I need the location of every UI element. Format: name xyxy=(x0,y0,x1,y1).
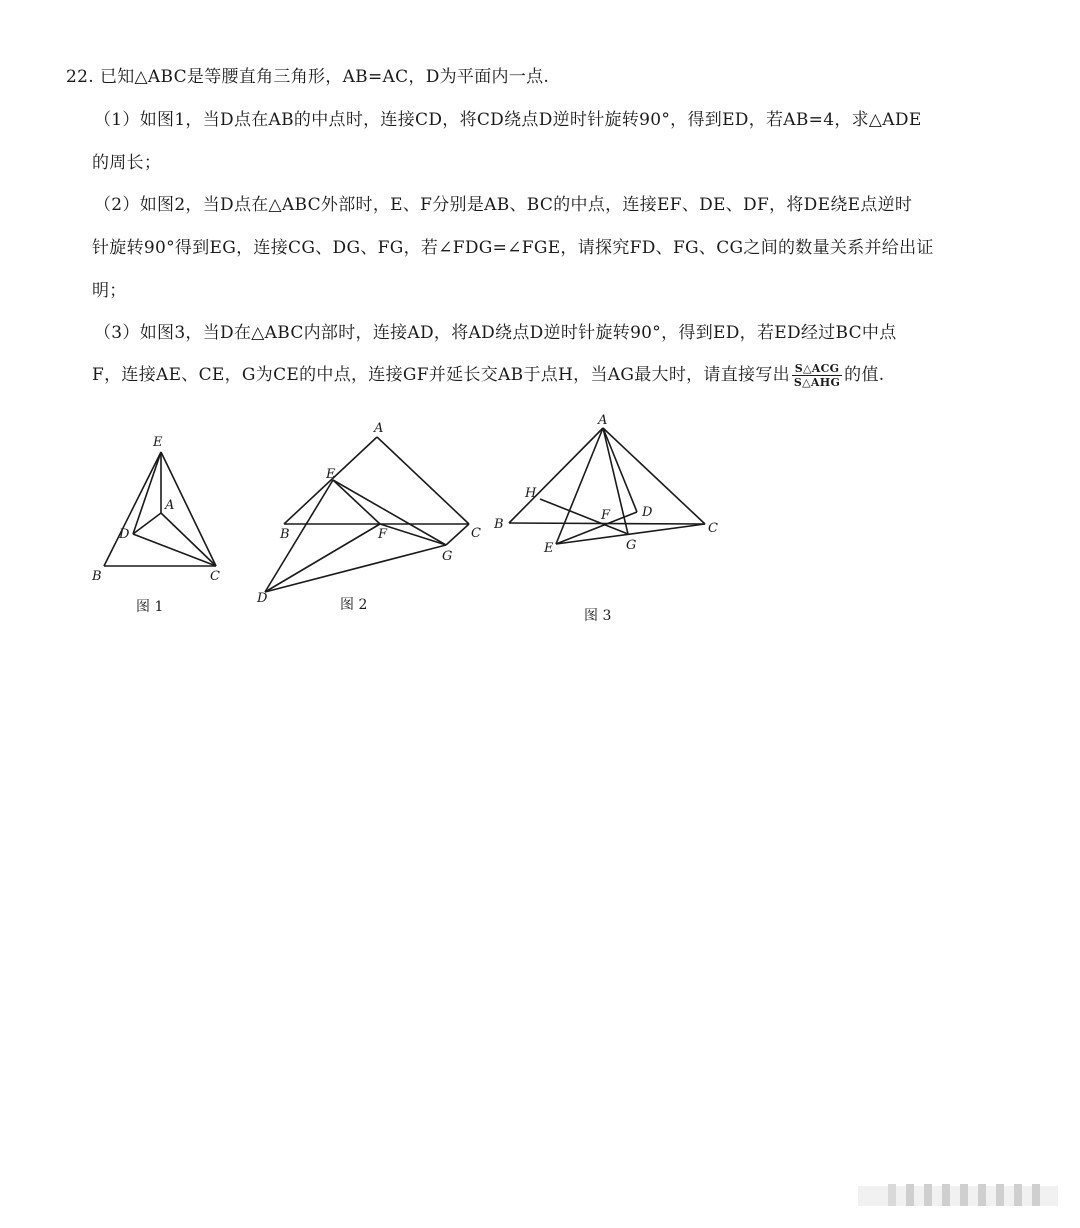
figure-3 xyxy=(493,413,718,624)
fig3-caption: 图 3 xyxy=(584,608,612,624)
fig3-label-G: G xyxy=(626,538,637,553)
fig2-seg-EG xyxy=(333,480,446,545)
fig3-label-A: A xyxy=(598,413,608,428)
fig3-seg-AC xyxy=(603,428,705,524)
fig3-label-F: F xyxy=(601,508,611,523)
part2-line2: 针旋转90°得到EG，连接CG、DG、FG，若∠FDG=∠FGE，请探究FD、FG、CG之间的数量关系并给出证 xyxy=(92,238,934,258)
part3-line2-text: F，连接AE、CE，G为CE的中点，连接GF并延长交AB于点H，当AG最大时，请直接写出 xyxy=(92,365,790,385)
part2-line1: （2）如图2，当D点在△ABC外部时，E、F分别是AB、BC的中点，连接EF、DE、DF，将DE绕E点逆时 xyxy=(94,195,913,215)
fig3-label-D: D xyxy=(642,505,653,520)
figure-2 xyxy=(256,421,481,613)
fig2-seg-CG xyxy=(446,524,469,545)
fig2-label-E: E xyxy=(326,467,336,482)
part3-line1: （3）如图3，当D在△ABC内部时，连接AD，将AD绕点D逆时针旋转90°，得到ED，若ED经过BC中点 xyxy=(94,323,897,343)
fig2-label-C: C xyxy=(471,526,481,541)
part1-line2: 的周长； xyxy=(92,153,162,173)
fig2-caption: 图 2 xyxy=(340,597,368,613)
fig2-label-B: B xyxy=(280,527,290,542)
part3-line2-end: 的值. xyxy=(844,365,885,385)
fig2-seg-DG xyxy=(265,545,446,592)
fig3-label-C: C xyxy=(708,521,718,536)
fig3-label-E: E xyxy=(544,541,554,556)
fraction-numerator: S△ACG xyxy=(792,362,842,376)
fig2-label-G: G xyxy=(442,549,453,564)
fig1-seg-DE xyxy=(133,452,161,534)
fig3-seg-AB xyxy=(509,428,603,523)
fig2-label-D: D xyxy=(257,591,268,606)
fig2-seg-EF xyxy=(333,480,380,524)
fig1-label-B: B xyxy=(92,569,102,584)
fig3-seg-HG xyxy=(540,499,628,534)
fig1-label-E: E xyxy=(153,435,163,450)
problem-number: 22. xyxy=(66,67,94,87)
fig2-label-A: A xyxy=(374,421,384,436)
part1-line1: （1）如图1，当D点在AB的中点时，连接CD，将CD绕点D逆时针旋转90°，得到ED，若AB=4，求△ADE xyxy=(94,110,922,130)
fig1-label-C: C xyxy=(210,569,220,584)
problem-stem-text: 已知△ABC是等腰直角三角形，AB=AC，D为平面内一点. xyxy=(99,67,550,87)
fig2-label-F: F xyxy=(378,527,388,542)
fig1-seg-AC xyxy=(161,513,216,566)
fig3-label-B: B xyxy=(494,517,504,532)
fig1-seg-BE xyxy=(104,452,161,566)
figure-1 xyxy=(91,435,220,615)
fig1-label-D: D xyxy=(119,527,130,542)
fig2-seg-ED xyxy=(265,480,333,592)
fig2-seg-AC xyxy=(377,437,469,524)
watermark-graphic xyxy=(858,1178,1058,1212)
fig1-label-A: A xyxy=(165,498,175,513)
fig3-label-H: H xyxy=(525,486,537,501)
fig2-seg-FG xyxy=(380,524,446,545)
fig1-caption: 图 1 xyxy=(136,599,164,615)
part2-line3: 明； xyxy=(92,281,127,301)
fraction-denominator: S△AHG xyxy=(793,376,841,389)
fig3-seg-AE xyxy=(556,428,603,544)
